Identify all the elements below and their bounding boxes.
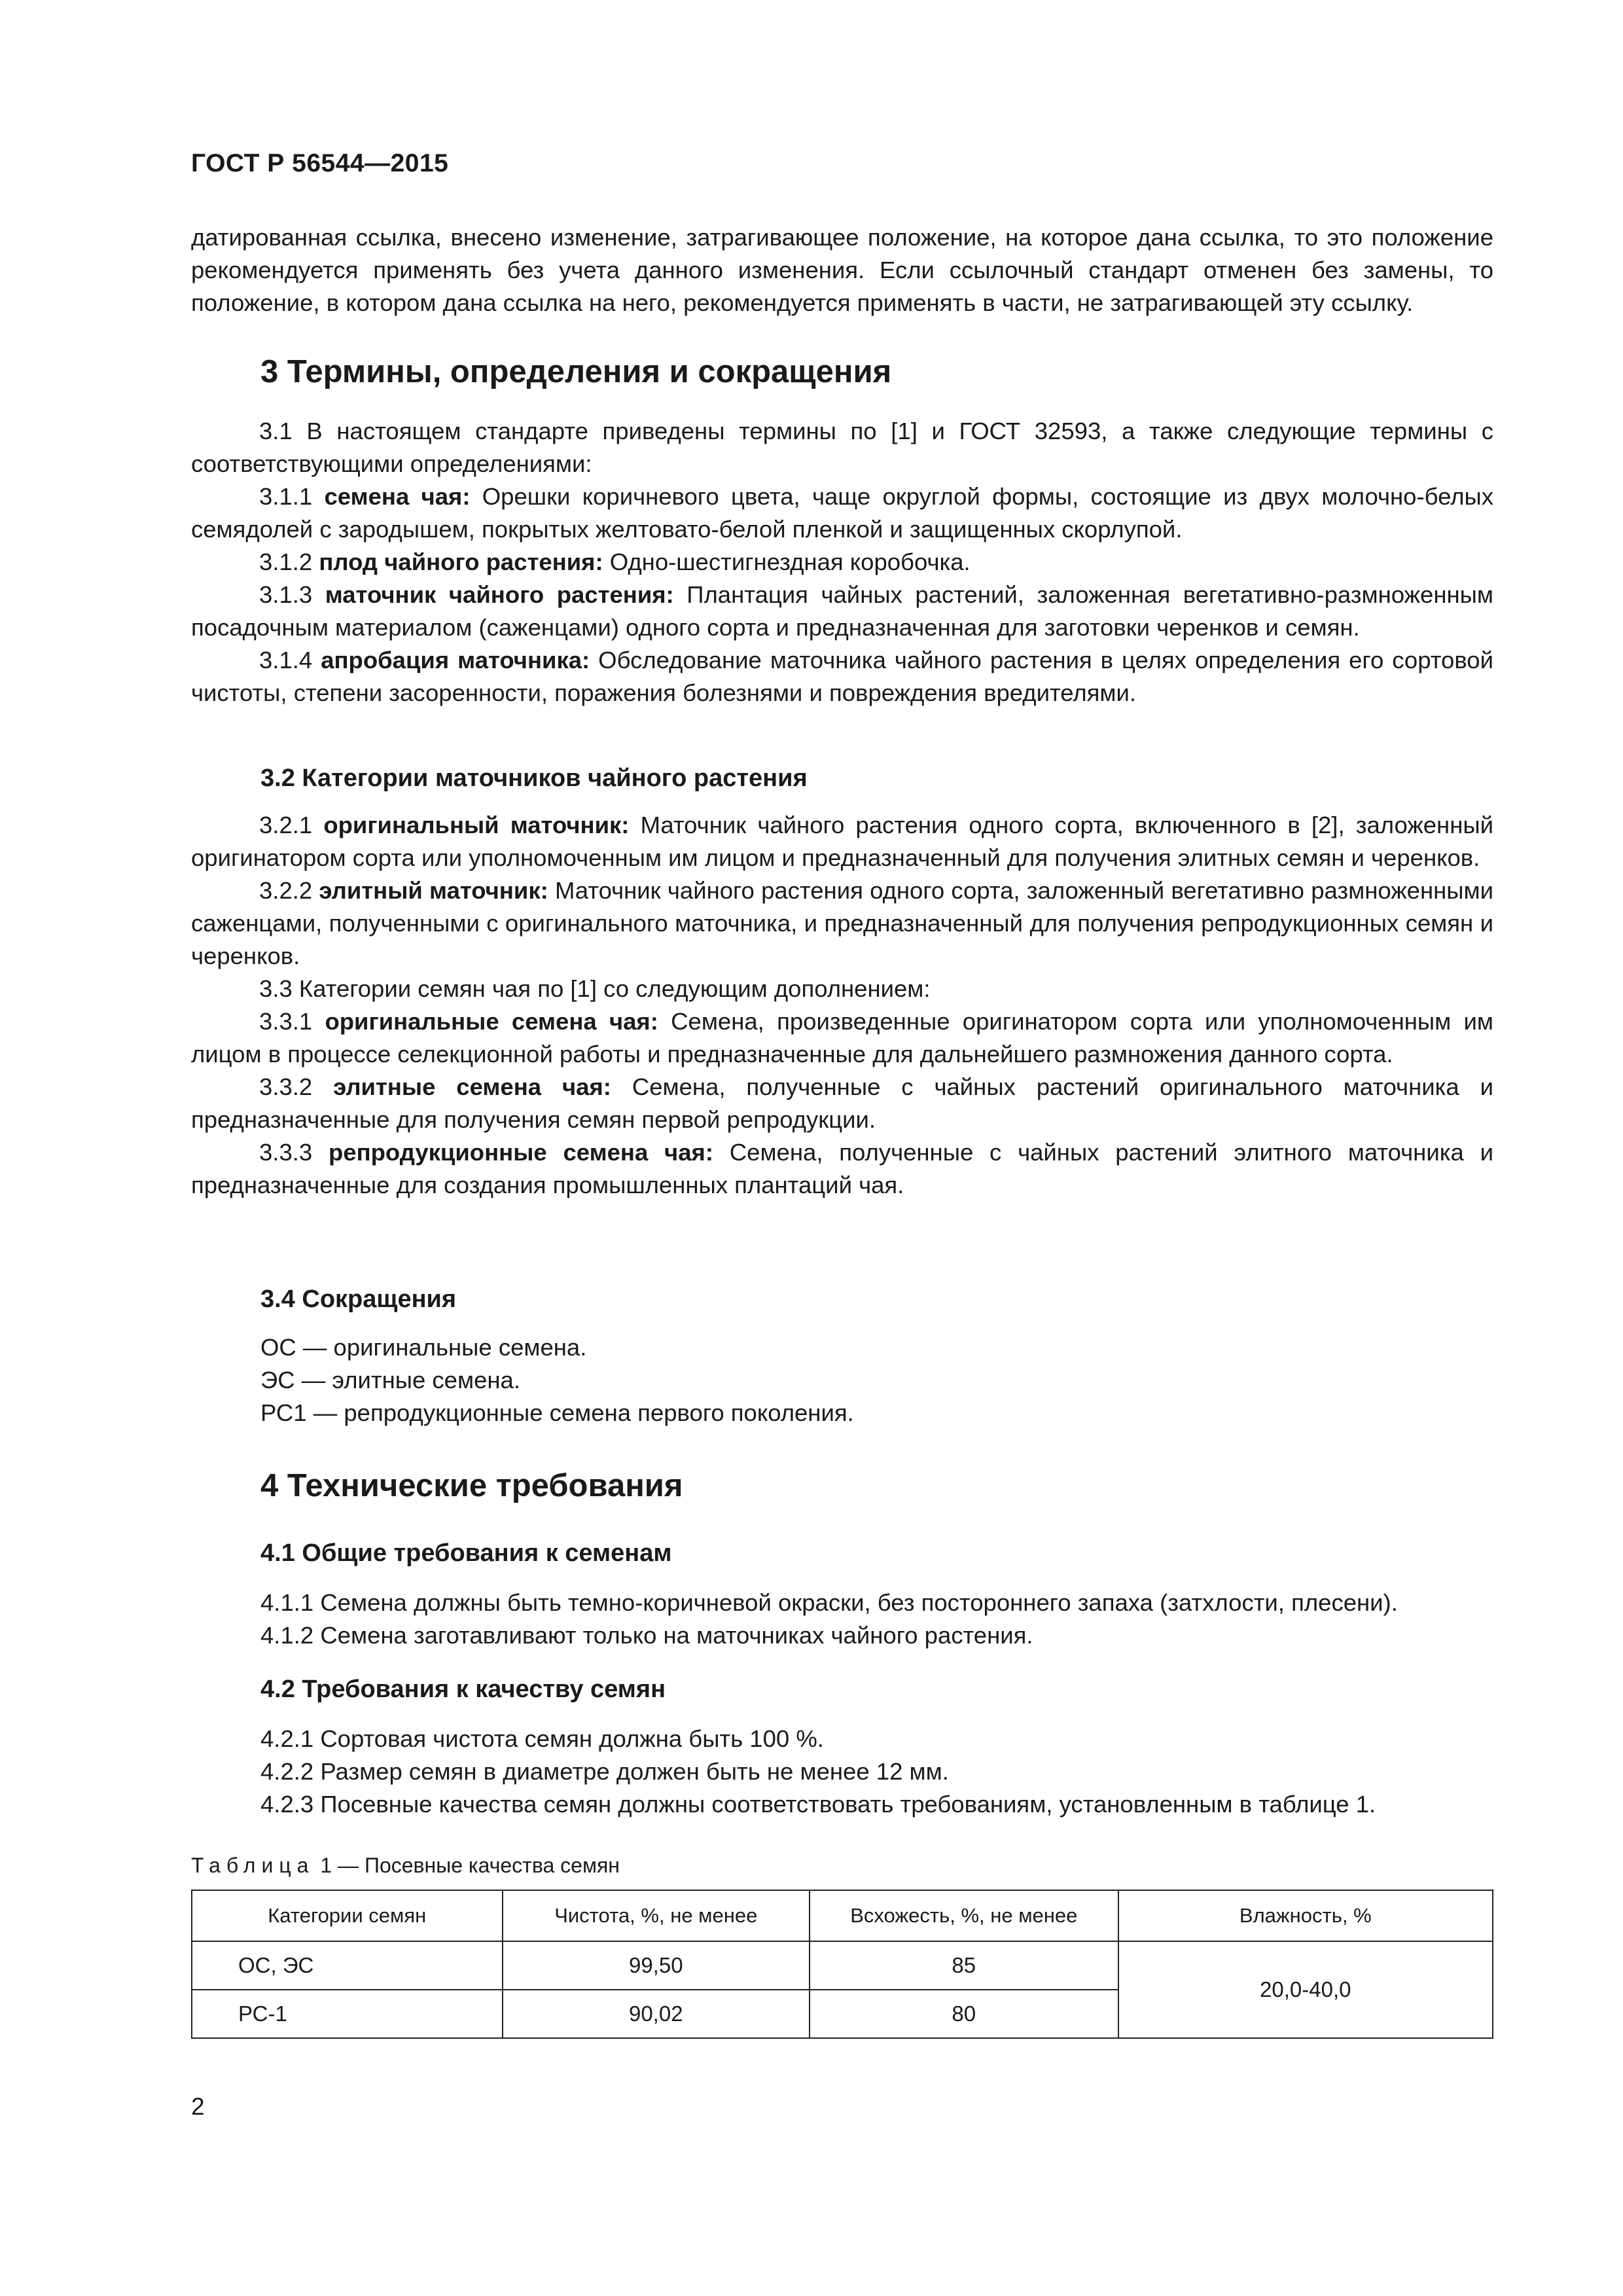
table-header-cell: Чистота, %, не менее <box>503 1890 810 1941</box>
section-3-title: 3 Термины, определения и сокращения <box>260 354 892 389</box>
clause-3-3-3: 3.3.3 репродукционные семена чая: Семена, полученные с чайных растений элитного маточника и предназначенные для создания промышленных плантаций чая. <box>191 1139 1493 1198</box>
clause-3-1-2: 3.1.2 плод чайного растения: Одно-шестигнездная коробочка. <box>259 548 971 575</box>
table-cell-germination: 85 <box>810 1941 1118 1990</box>
intro-paragraph <box>191 221 1493 319</box>
subsection-4-2-title: 4.2 Требования к качеству семян <box>260 1676 666 1703</box>
table-header-cell: Влажность, % <box>1118 1890 1493 1941</box>
clause-3-3-1: 3.3.1 оригинальные семена чая: Семена, произведенные оригинатором сорта или уполномоченным им лицом в процессе селекционной работы и предназначенные для дальнейшего размножения данного сорта. <box>191 1008 1493 1067</box>
table-cell-moisture: 20,0-40,0 <box>1118 1941 1493 2038</box>
table-header-row <box>192 1890 1493 1941</box>
section-4-title: 4 Технические требования <box>260 1468 683 1503</box>
table-row <box>192 1941 1493 1990</box>
clause-4-1-1: 4.1.1 Семена должны быть темно-коричневой окраски, без постороннего запаха (затхлости, плесени). <box>260 1589 1398 1616</box>
clause-3-1-1: 3.1.1 семена чая: Орешки коричневого цвета, чаще округлой формы, состоящие из двух молочно-белых семядолей с зародышем, покрытых желтовато-белой пленкой и защищенных скорлупой. <box>191 483 1493 543</box>
section-3-body <box>191 415 1493 709</box>
table-header-cell: Категории семян <box>192 1890 503 1941</box>
abbreviation-es: ЭС — элитные семена. <box>260 1367 520 1393</box>
clause-4-2-2: 4.2.2 Размер семян в диаметре должен быть не менее 12 мм. <box>260 1758 949 1785</box>
clause-3-3-2: 3.3.2 элитные семена чая: Семена, полученные с чайных растений оригинального маточника и предназначенные для получения семян первой репродукции. <box>191 1073 1493 1133</box>
clause-4-2-1: 4.2.1 Сортовая чистота семян должна быть 100 %. <box>260 1725 824 1752</box>
document-header-code: ГОСТ Р 56544—2015 <box>191 149 449 177</box>
term-original-seeds: оригинальные семена чая: <box>325 1008 658 1035</box>
clause-4-1-2: 4.1.2 Семена заготавливают только на маточниках чайного растения. <box>260 1622 1033 1649</box>
subsection-4-1-title: 4.1 Общие требования к семенам <box>260 1539 672 1567</box>
term-mother-plantation: маточник чайного растения: <box>325 581 674 608</box>
table-cell-purity: 90,02 <box>503 1990 810 2038</box>
term-original-mother: оригинальный маточник: <box>323 812 630 838</box>
subsection-3-2-title: 3.2 Категории маточников чайного растения <box>260 764 808 792</box>
table-cell-purity: 99,50 <box>503 1941 810 1990</box>
intro-text: датированная ссылка, внесено изменение, затрагивающее положение, на которое дана ссылка, то это положение рекомендуется применять без учета данного изменения. Если ссылочный стандарт отменен без замены, то положение, в котором дана ссылка на него, рекомендуется применять в части, не затрагивающей эту ссылку. <box>191 224 1493 316</box>
term-fruit: плод чайного растения: <box>319 548 603 575</box>
table-header-cell: Всхожесть, %, не менее <box>810 1890 1118 1941</box>
term-elite-mother: элитный маточник: <box>319 877 548 904</box>
clause-3-2-2: 3.2.2 элитный маточник: Маточник чайного растения одного сорта, заложенный вегетативно размноженными саженцами, полученными с оригинального маточника, и предназначенный для получения репродукционных семян и черенков. <box>191 877 1494 969</box>
seed-quality-table <box>191 1890 1493 2039</box>
abbreviation-os: ОС — оригинальные семена. <box>260 1334 587 1361</box>
page-number: 2 <box>191 2093 205 2120</box>
term-elite-seeds: элитные семена чая: <box>333 1073 611 1100</box>
clause-3-1-4: 3.1.4 апробация маточника: Обследование маточника чайного растения в целях определения его сортовой чистоты, степени засоренности, поражения болезнями и повреждения вредителями. <box>191 647 1493 706</box>
clause-3-1: 3.1 В настоящем стандарте приведены термины по [1] и ГОСТ 32593, а также следующие термины с соответствующими определениями: <box>191 418 1493 477</box>
table-cell-germination: 80 <box>810 1990 1118 2038</box>
subsection-3-4-title: 3.4 Сокращения <box>260 1285 457 1313</box>
table-cell-category: РС-1 <box>192 1990 503 2038</box>
clause-4-2-3: 4.2.3 Посевные качества семян должны соответствовать требованиям, установленным в таблице 1. <box>260 1791 1376 1818</box>
term-reproductive-seeds: репродукционные семена чая: <box>329 1139 713 1166</box>
table-caption-text: 1 — Посевные качества семян <box>314 1854 620 1877</box>
clause-3-1-3: 3.1.3 маточник чайного растения: Плантация чайных растений, заложенная вегетативно-размноженным посадочным материалом (саженцами) одного сорта и предназначенная для заготовки черенков и семян. <box>191 581 1493 641</box>
table-caption-word: Таблица <box>191 1854 315 1877</box>
abbreviation-rs1: РС1 — репродукционные семена первого поколения. <box>260 1399 854 1426</box>
term-approbation: апробация маточника: <box>321 647 590 673</box>
clause-3-2-1: 3.2.1 оригинальный маточник: Маточник чайного растения одного сорта, включенного в [2], заложенный оригинатором сорта или уполномоченным им лицом и предназначенный для получения элитных семян и черенков. <box>191 812 1493 871</box>
clause-3-3: 3.3 Категории семян чая по [1] со следующим дополнением: <box>259 975 931 1002</box>
section-3-2-body <box>191 809 1493 1202</box>
table-caption <box>191 1854 620 1878</box>
table-cell-category: ОС, ЭС <box>192 1941 503 1990</box>
term-seeds: семена чая: <box>324 483 471 510</box>
